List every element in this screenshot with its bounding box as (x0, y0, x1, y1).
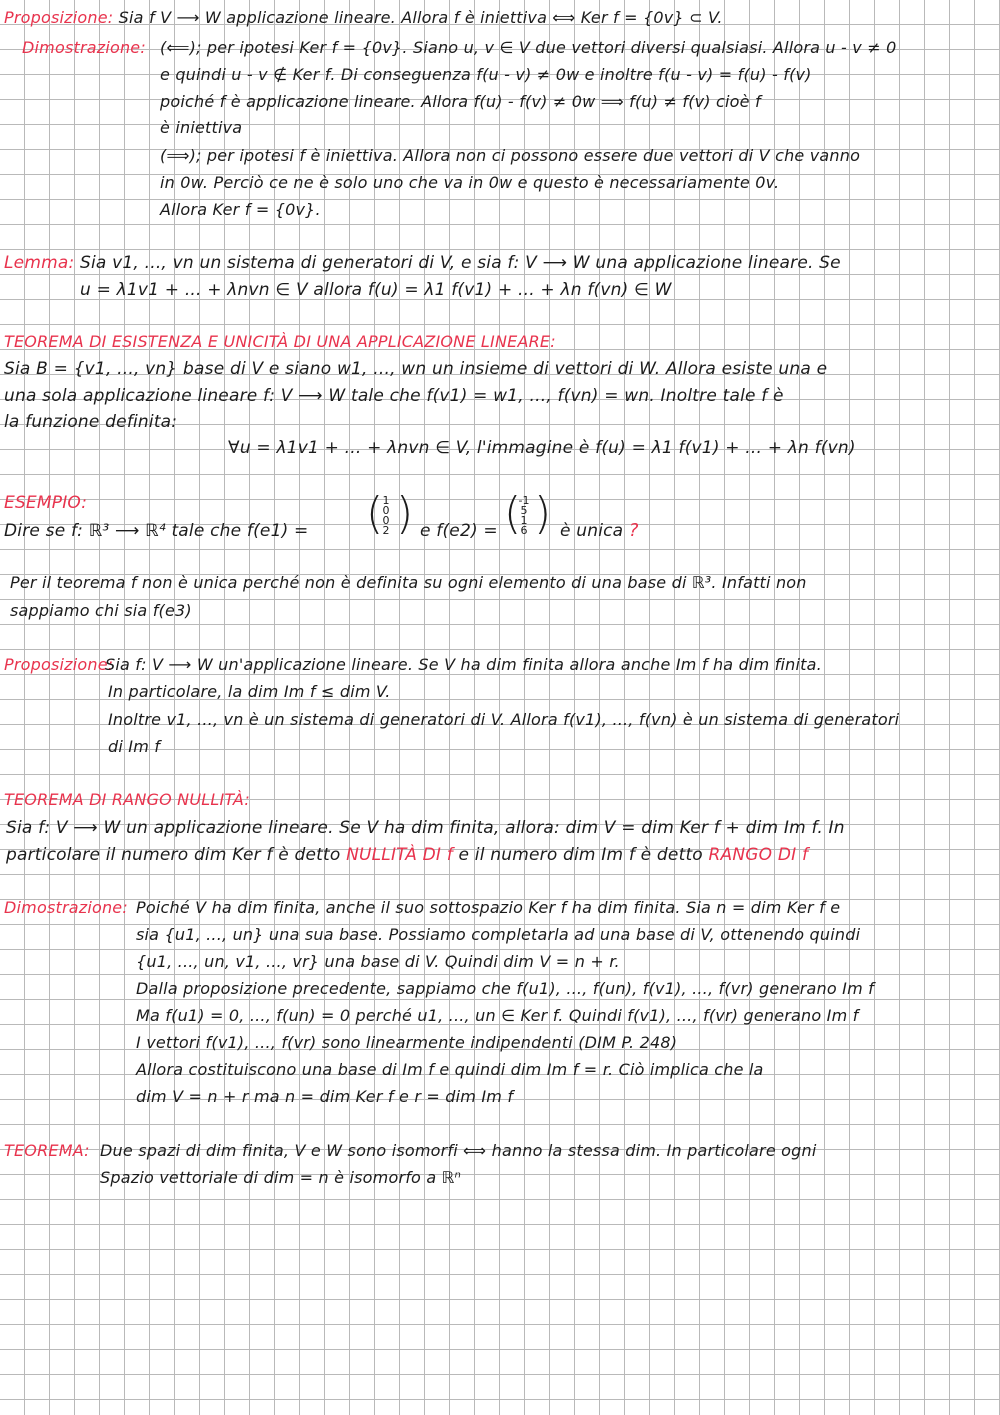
dim2-line-4: Dalla proposizione precedente, sappiamo che f(u1), ..., f(un), f(v1), ..., f(vr) generano Im f (136, 979, 874, 998)
teo1-line-4: ∀u = λ1v1 + ... + λnvn ∈ V, l'immagine è f(u) = λ1 f(v1) + ... + λn f(vn) (228, 438, 856, 458)
teo2-line-1: Sia f: V ⟶ W un applicazione lineare. Se V ha dim finita, allora: dim V = dim Ker f + dim Im f. In (6, 818, 845, 838)
dim2-label: Dimostrazione: (4, 898, 128, 917)
esempio-question-mark: ? (628, 520, 639, 541)
prop1-label: Proposizione: (4, 8, 114, 27)
vec1-right-paren: ) (396, 488, 414, 539)
dim2-line-3: {u1, ..., un, v1, ..., vr} una base di V. Quindi dim V = n + r. (136, 952, 620, 971)
dim2-line-6: I vettori f(v1), ..., f(vr) sono linearmente indipendenti (DIM P. 248) (136, 1033, 678, 1052)
teo2-line-2 (6, 845, 808, 865)
dim1-line-7: Allora Ker f = {0v}. (160, 200, 321, 219)
vec1-c2: 0 (382, 504, 390, 517)
vec2-c4: 6 (520, 524, 528, 537)
prop2-label: Proposizione: (4, 655, 114, 674)
teo1-line-1: Sia B = {v1, ..., vn} base di V e siano w1, ..., wn un insieme di vettori di W. Allora esiste una e (4, 359, 828, 379)
esempio-ans-2: sappiamo chi sia f(e3) (10, 601, 192, 620)
teo2-rango: RANGO DI f (708, 845, 809, 865)
dim1-line-3: poiché f è applicazione lineare. Allora f(u) - f(v) ≠ 0w ⟹ f(u) ≠ f(v) cioè f (160, 92, 761, 111)
dim1-line-6: in 0w. Perciò ce ne è solo uno che va in 0w e questo è necessariamente 0v. (160, 173, 780, 192)
prop1-text: Sia f V ⟶ W applicazione lineare. Allora f è iniettiva ⟺ Ker f = {0v} ⊂ V. (118, 8, 723, 27)
esempio-title: ESEMPIO: (4, 493, 88, 513)
vec1-left-paren: ( (366, 488, 384, 539)
prop2-line-1: Sia f: V ⟶ W un'applicazione lineare. Se V ha dim finita allora anche Im f ha dim finita. (105, 655, 822, 674)
dim1-label: Dimostrazione: (22, 38, 146, 57)
vec1-c1: 1 (382, 494, 390, 507)
esempio-q-mid: e f(e2) = (420, 521, 498, 541)
dim1-line-2: e quindi u - v ∉ Ker f. Di conseguenza f(u - v) ≠ 0w e inoltre f(u - v) = f(u) - f(v) (160, 65, 812, 84)
dim1-line-4: è iniettiva (160, 118, 243, 137)
dim2-line-1: Poiché V ha dim finita, anche il suo sottospazio Ker f ha dim finita. Sia n = dim Ker f e (136, 898, 841, 917)
prop2-line-2: In particolare, la dim Im f ≤ dim V. (108, 682, 391, 701)
dim2-line-2: sia {u1, ..., un} una sua base. Possiamo completarla ad una base di V, ottenendo quindi (136, 925, 861, 944)
dim2-line-7: Allora costituiscono una base di Im f e quindi dim Im f = r. Ciò implica che la (136, 1060, 764, 1079)
esempio-ans-1: Per il teorema f non è unica perché non è definita su ogni elemento di una base di ℝ³. Infatti non (10, 573, 807, 592)
vec2-c1: -1 (518, 494, 530, 507)
vec1-c3: 0 (382, 514, 390, 527)
teo2-line-2b: e il numero dim Im f è detto (458, 845, 703, 865)
teo2-nullita: NULLITÀ DI f (346, 845, 453, 865)
prop1-line (4, 8, 723, 28)
vec2-c2: 5 (520, 504, 528, 517)
teo1-line-2: una sola applicazione lineare f: V ⟶ W tale che f(v1) = w1, ..., f(vn) = wn. Inoltre tale f è (4, 386, 784, 406)
dim1-line-5: (⟹); per ipotesi f è iniettiva. Allora non ci possono essere due vettori di V che vanno (160, 146, 861, 165)
lemma-line-1: Sia v1, ..., vn un sistema di generatori di V, e sia f: V ⟶ W una applicazione lineare. Se (80, 253, 841, 273)
teo1-line-3: la funzione definita: (4, 412, 178, 432)
prop2-line-4: di Im f (108, 737, 161, 756)
vec2-right-paren: ) (534, 488, 552, 539)
dim1-line-1: (⟸); per ipotesi Ker f = {0v}. Siano u, v ∈ V due vettori diversi qualsiasi. Allora u - v ≠ 0 (160, 38, 897, 57)
teo2-title: TEOREMA DI RANGO NULLITÀ: (4, 790, 250, 809)
lemma-label: Lemma: (4, 253, 75, 273)
dim2-line-8: dim V = n + r ma n = dim Ker f e r = dim Im f (136, 1087, 514, 1106)
vec2-left-paren: ( (504, 488, 522, 539)
prop2-line-3: Inoltre v1, ..., vn è un sistema di generatori di V. Allora f(v1), ..., f(vn) è un sistema di generatori (108, 710, 900, 729)
vec2-c3: 1 (520, 514, 528, 527)
vec-f-e2 (518, 496, 530, 536)
vec-f-e1 (380, 496, 392, 536)
esempio-q-end: è unica (560, 521, 624, 541)
teo1-title: TEOREMA DI ESISTENZA E UNICITÀ DI UNA APPLICAZIONE LINEARE: (4, 332, 556, 351)
esempio-q-end-line (560, 521, 639, 541)
teo2-line-2a: particolare il numero dim Ker f è detto (6, 845, 341, 865)
teo3-label: TEOREMA: (4, 1141, 90, 1160)
dim2-line-5: Ma f(u1) = 0, ..., f(un) = 0 perché u1, ..., un ∈ Ker f. Quindi f(v1), ..., f(vr) generano Im f (136, 1006, 859, 1025)
vec1-c4: 2 (382, 524, 390, 537)
teo3-line-1: Due spazi di dim finita, V e W sono isomorfi ⟺ hanno la stessa dim. In particolare ogni (100, 1141, 817, 1160)
lemma-line-2: u = λ1v1 + ... + λnvn ∈ V allora f(u) = λ1 f(v1) + ... + λn f(vn) ∈ W (80, 280, 672, 300)
esempio-q-start: Dire se f: ℝ³ ⟶ ℝ⁴ tale che f(e1) = (4, 521, 309, 541)
teo3-line-2: Spazio vettoriale di dim = n è isomorfo a ℝⁿ (100, 1168, 462, 1187)
